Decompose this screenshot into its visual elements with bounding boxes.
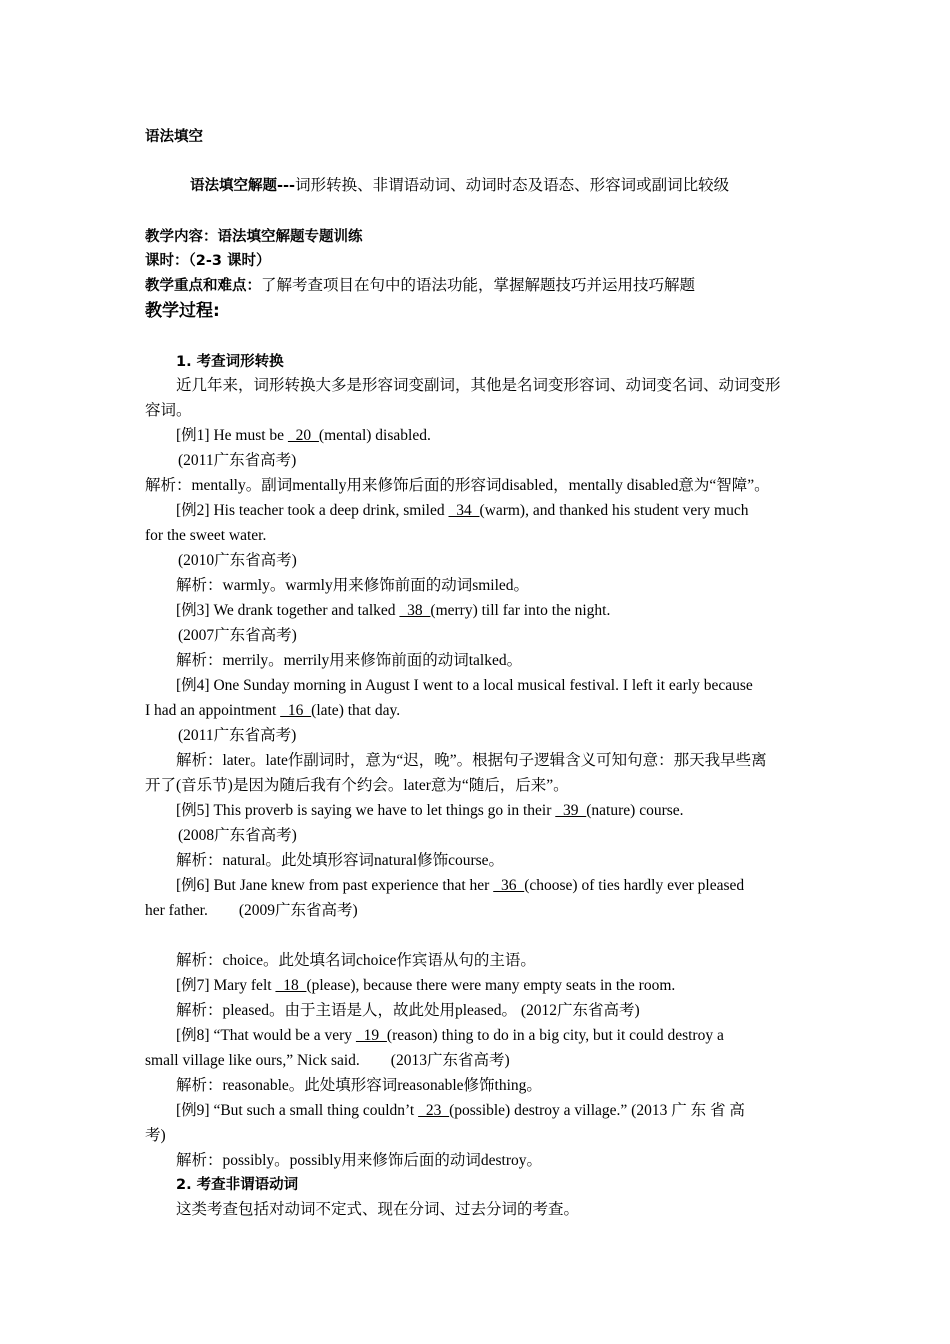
example4-sentence: [例4] One Sunday morning in August I went to a local musical festival. I left it early because [176,677,753,694]
example4-text-c: (late) that day. [311,702,401,719]
example4-source: (2011广东省高考) [178,727,297,744]
example9-answer: 解析：possibly。possibly用来修饰后面的动词destroy。 [176,1152,542,1169]
example5-blank: 39 [555,802,587,819]
example5-text-a: [例5] This proverb is saying we have to let things go in their [176,802,556,819]
example7-text-b: (please), because there were many empty seats in the room. [306,977,676,994]
example2-answer: 解析：warmly。warmly用来修饰前面的动词smiled。 [176,577,530,594]
focus-text: 了解考查项目在句中的语法功能，掌握解题技巧并运用技巧解题 [261,277,696,294]
example6-answer: 解析：choice。此处填名词choice作宾语从句的主语。 [176,952,536,969]
teaching-content: 教学内容：语法填空解题专题训练 [145,229,363,245]
example9-text-b: (possible) destroy a village.” (2013 广 东 省 高 [449,1102,745,1119]
subtitle-rest: 词形转换、非谓语动词、动词时态及语态、形容词或副词比较级 [295,177,730,194]
example4-text-b: I had an appointment [145,702,281,719]
example9-text-a: [例9] “But such a small thing couldn’t [176,1102,419,1119]
example5-sentence [176,800,684,822]
example8-sentence-cont: small village like ours,” Nick said. (2013广东省高考) [145,1052,510,1069]
section2-title: 2. 考查非谓语动词 [176,1177,299,1193]
example2-blank: 34 [448,502,480,519]
focus-label: 教学重点和难点： [145,278,261,294]
example1-answer: 解析：mentally。副词mentally用来修饰后面的形容词disabled，mentally disabled意为“智障”。 [145,477,770,494]
example3-source: (2007广东省高考) [178,627,297,644]
example3-blank: 38 [399,602,431,619]
example8-answer: 解析：reasonable。此处填形容词reasonable修饰thing。 [176,1077,542,1094]
example5-text-b: (nature) course. [586,802,684,819]
example8-text-b: (reason) thing to do in a big city, but it could destroy a [386,1027,724,1044]
example4-blank: 16 [280,702,312,719]
example5-source: (2008广东省高考) [178,827,297,844]
example1-text-a: [例1] He must be [176,427,288,444]
example4-sentence-cont [145,700,400,722]
example3-text-a: [例3] We drank together and talked [176,602,400,619]
example8-blank: 19 [355,1027,387,1044]
section1-title: 1. 考查词形转换 [176,354,284,370]
example6-sentence-cont: her father. (2009广东省高考) [145,902,358,919]
subtitle [190,175,729,197]
example7-sentence [176,975,675,997]
example9-blank: 23 [418,1102,450,1119]
example1-sentence [176,425,431,447]
example3-sentence [176,600,610,622]
example7-blank: 18 [275,977,307,994]
example2-text-b: (warm), and thanked his student very much [479,502,749,519]
subtitle-bold: 语法填空解题--- [190,178,296,194]
example9-sentence-cont: 考) [145,1127,166,1144]
example2-text-a: [例2] His teacher took a deep drink, smiled [176,502,449,519]
example7-text-a: [例7] Mary felt [176,977,276,994]
example6-text-b: (choose) of ties hardly ever pleased [524,877,745,894]
example6-sentence [176,875,744,897]
example1-source: (2011广东省高考) [178,452,297,469]
example8-text-a: [例8] “That would be a very [176,1027,356,1044]
example4-answer-line1: 解析：later。late作副词时，意为“迟，晚”。根据句子逻辑含义可知句意：那天我早些离 [176,752,767,769]
example6-text-a: [例6] But Jane knew from past experience that her [176,877,494,894]
example1-text-b: (mental) disabled. [318,427,431,444]
example2-source: (2010广东省高考) [178,552,297,569]
section1-intro-line1: 近几年来，词形转换大多是形容词变副词，其他是名词变形容词、动词变名词、动词变形 [176,377,781,394]
example3-text-b: (merry) till far into the night. [430,602,611,619]
doc-title: 语法填空 [145,129,203,145]
class-hours: 课时：（2-3 课时） [145,253,271,269]
example4-answer-line2: 开了(音乐节)是因为随后我有个约会。later意为“随后，后来”。 [145,777,569,794]
process-heading: 教学过程: [145,301,220,321]
example9-sentence [176,1100,745,1122]
section2-intro: 这类考查包括对动词不定式、现在分词、过去分词的考查。 [176,1201,580,1218]
example3-answer: 解析：merrily。merrily用来修饰前面的动词talked。 [176,652,523,669]
example1-blank: 20 [287,427,319,444]
focus-line [145,275,695,297]
example2-sentence-cont: for the sweet water. [145,527,267,544]
example7-answer: 解析：pleased。由于主语是人，故此处用pleased。 (2012广东省高考) [176,1002,640,1019]
example8-sentence [176,1025,724,1047]
example2-sentence [176,500,749,522]
section1-intro-line2: 容词。 [145,402,192,419]
example6-blank: 36 [493,877,525,894]
example5-answer: 解析：natural。此处填形容词natural修饰course。 [176,852,505,869]
